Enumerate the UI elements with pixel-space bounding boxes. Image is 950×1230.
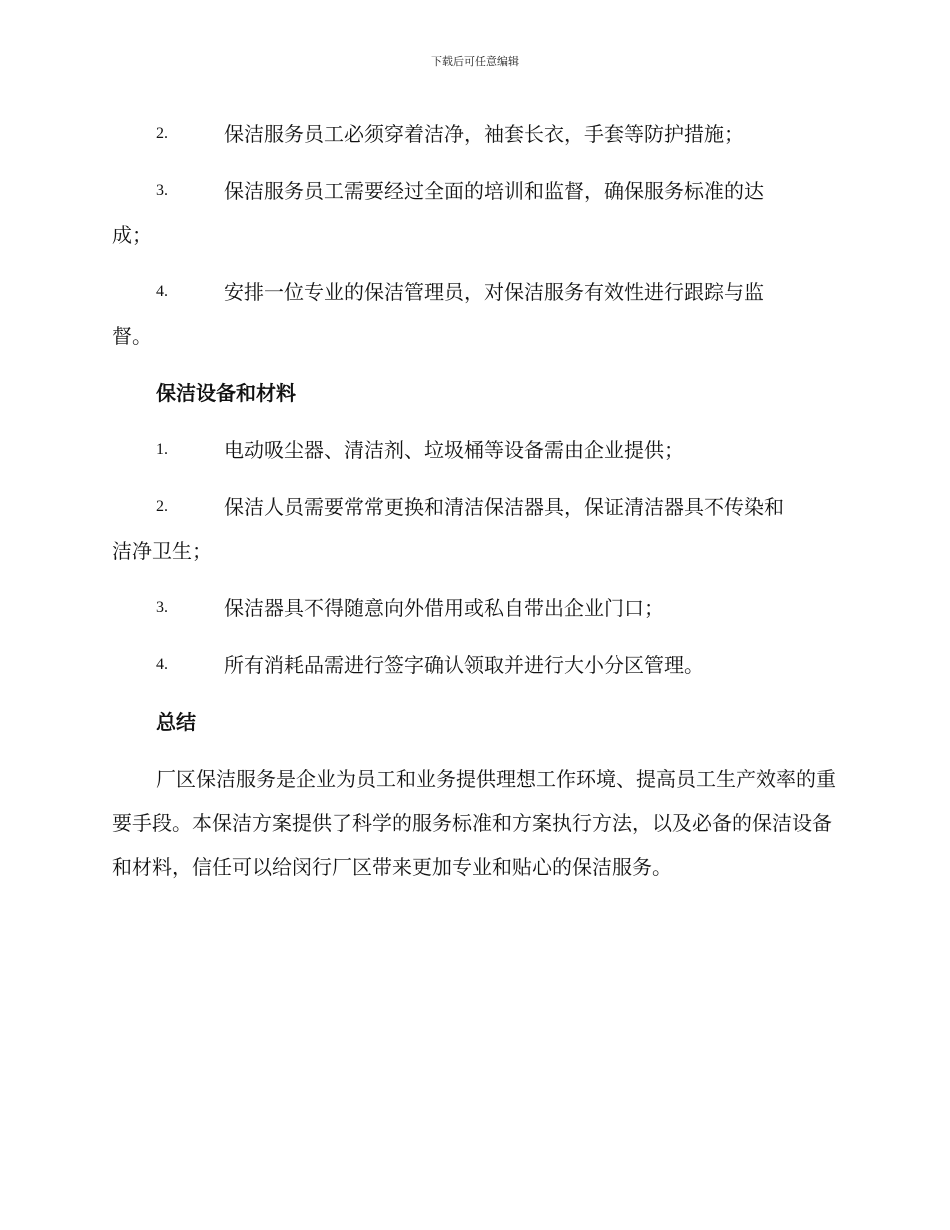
list-number: 4. (156, 656, 168, 673)
list-number: 1. (156, 441, 168, 458)
page-header: 下载后可任意编辑 (431, 55, 519, 68)
list-number: 2. (156, 498, 168, 515)
section-heading-summary: 总结 (156, 710, 196, 734)
list-item (112, 643, 838, 687)
list-item (112, 112, 838, 156)
summary-paragraph: 厂区保洁服务是企业为员工和业务提供理想工作环境、提高员工生产效率的重要手段。本保洁方案提供了科学的服务标准和方案执行方法，以及必备的保洁设备和材料，信任可以给闵行厂区带来更加专业和贴心的保洁服务。 (112, 767, 836, 879)
document-body (112, 112, 838, 889)
list-item-continuation: 督。 (112, 324, 152, 348)
list-item (112, 485, 838, 573)
list-item-text: 所有消耗品需进行签字确认领取并进行大小分区管理。 (224, 653, 704, 677)
section-heading-equipment: 保洁设备和材料 (156, 381, 296, 405)
list-item-text: 保洁服务员工必须穿着洁净，袖套长衣，手套等防护措施； (224, 122, 744, 146)
list-number: 3. (156, 599, 168, 616)
list-item (112, 586, 838, 630)
list-item-continuation: 成； (112, 223, 152, 247)
list-number: 2. (156, 125, 168, 142)
list-item-text: 保洁人员需要常常更换和清洁保洁器具，保证清洁器具不传染和 (224, 495, 784, 519)
list-item (112, 270, 838, 358)
list-item-text: 保洁服务员工需要经过全面的培训和监督，确保服务标准的达 (224, 179, 764, 203)
list-item (112, 428, 838, 472)
list-number: 4. (156, 283, 168, 300)
list-item-text: 安排一位专业的保洁管理员，对保洁服务有效性进行跟踪与监 (224, 280, 764, 304)
list-item-text: 保洁器具不得随意向外借用或私自带出企业门口； (224, 596, 664, 620)
list-item-continuation: 洁净卫生； (112, 539, 212, 563)
list-number: 3. (156, 182, 168, 199)
list-item (112, 169, 838, 257)
list-item-text: 电动吸尘器、清洁剂、垃圾桶等设备需由企业提供； (224, 438, 684, 462)
